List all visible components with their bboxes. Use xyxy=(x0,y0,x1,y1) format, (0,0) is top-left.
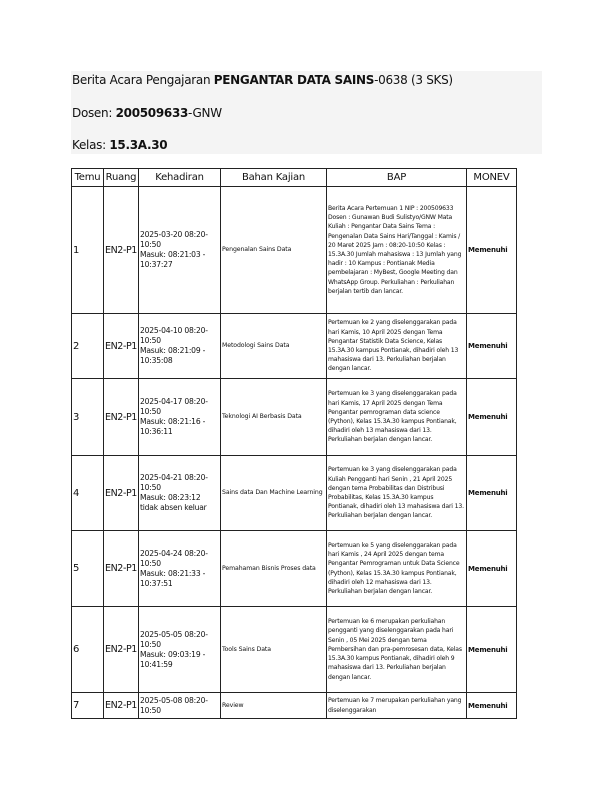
cell-bahan-kajian: Teknologi AI Berbasis Data xyxy=(221,379,327,456)
cell-monev: Memenuhi xyxy=(467,531,517,607)
cell-temu: 5 xyxy=(72,531,104,607)
cell-kehadiran xyxy=(139,693,221,719)
class-label: Kelas: xyxy=(72,138,110,152)
cell-ruang: EN2-P1 xyxy=(104,379,139,456)
schedule-time: 2025-04-10 08:20-10:50 xyxy=(140,326,208,345)
check-in-time: Masuk: 09:03:19 - 10:41:59 xyxy=(140,649,206,669)
table-row xyxy=(72,314,517,379)
cell-bap: Pertemuan ke 2 yang diselenggarakan pada hari Kamis, 10 April 2025 dengan Tema Pengantar Statistik Data Science, Kelas 15.3A.30 kampus Pontianak, dihadiri oleh 13 mahasiswa dari 13. Perkuliahan berjalan dengan lancar. xyxy=(327,314,467,379)
cell-kehadiran xyxy=(139,187,221,314)
check-in-time: Masuk: 08:21:03 - 10:37:27 xyxy=(140,250,206,269)
cell-monev: Memenuhi xyxy=(467,456,517,531)
col-header-monev: MONEV xyxy=(467,169,517,187)
cell-monev: Memenuhi xyxy=(467,314,517,379)
cell-kehadiran xyxy=(139,607,221,693)
schedule-time: 2025-03-20 08:20-10:50 xyxy=(140,230,208,249)
cell-temu: 3 xyxy=(72,379,104,456)
lecturer-code: -GNW xyxy=(188,106,222,120)
cell-ruang: EN2-P1 xyxy=(104,456,139,531)
course-title xyxy=(72,73,453,87)
cell-ruang: EN2-P1 xyxy=(104,187,139,314)
cell-ruang: EN2-P1 xyxy=(104,531,139,607)
col-header-temu: Temu xyxy=(72,169,104,187)
table-row xyxy=(72,531,517,607)
schedule-time: 2025-04-21 08:20-10:50 xyxy=(140,473,208,492)
class-line xyxy=(72,138,167,152)
table-row xyxy=(72,456,517,531)
table-row xyxy=(72,187,517,314)
cell-ruang: EN2-P1 xyxy=(104,314,139,379)
course-title-suffix: -0638 (3 SKS) xyxy=(374,73,453,87)
cell-temu: 7 xyxy=(72,693,104,719)
cell-bahan-kajian: Review xyxy=(221,693,327,719)
schedule-time: 2025-04-24 08:20-10:50 xyxy=(140,548,208,568)
cell-temu: 6 xyxy=(72,607,104,693)
cell-kehadiran xyxy=(139,456,221,531)
cell-bahan-kajian: Pengenalan Sains Data xyxy=(221,187,327,314)
cell-bahan-kajian: Pemahaman Bisnis Proses data xyxy=(221,531,327,607)
cell-monev: Memenuhi xyxy=(467,379,517,456)
cell-bap: Berita Acara Pertemuan 1 NIP : 200509633 Dosen : Gunawan Budi Sulistyo/GNW Mata Kuliah : Pengantar Data Sains Tema : Pengenalan Data Sains Hari/Tanggal : Kamis / 20 Maret 2025 Jam : 08:20-10:50 Kelas : 15.3A.30 Jumlah mahasiswa : 13 Jumlah yang hadir : 10 Kampus : Pontianak Media pembelajaran : MyBest, Google Meeting dan WhatsApp Group. Perkuliahan : Perkuliahan berjalan tertib dan lancar. xyxy=(327,187,467,314)
cell-temu: 2 xyxy=(72,314,104,379)
cell-bahan-kajian: Tools Sains Data xyxy=(221,607,327,693)
lecturer-label: Dosen: xyxy=(72,106,116,120)
col-header-bap: BAP xyxy=(327,169,467,187)
course-title-prefix: Berita Acara Pengajaran xyxy=(72,73,214,87)
cell-bap: Pertemuan ke 3 yang diselenggarakan pada Kuliah Pengganti hari Senin , 21 April 2025 dengan tema Probabilitas dan Distribusi Probabilitas, Kelas 15.3A.30 kampus Pontianak, dihadiri oleh 13 mahasiswa dari 13. Perkuliahan berjalan dengan lancar. xyxy=(327,456,467,531)
lecturer-line xyxy=(72,106,222,120)
cell-kehadiran xyxy=(139,314,221,379)
col-header-ruang: Ruang xyxy=(104,169,139,187)
cell-monev: Memenuhi xyxy=(467,693,517,719)
schedule-time: 2025-04-17 08:20-10:50 xyxy=(140,397,208,416)
col-header-kehadiran: Kehadiran xyxy=(139,169,221,187)
schedule-time: 2025-05-05 08:20-10:50 xyxy=(140,629,208,649)
cell-temu: 4 xyxy=(72,456,104,531)
table-row xyxy=(72,693,517,719)
check-in-time: Masuk: 08:21:09 - 10:35:08 xyxy=(140,346,206,365)
cell-bahan-kajian: Metodologi Sains Data xyxy=(221,314,327,379)
course-name: PENGANTAR DATA SAINS xyxy=(213,73,375,87)
cell-kehadiran xyxy=(139,379,221,456)
cell-bap: Pertemuan ke 6 merupakan perkuliahan pengganti yang diselenggarakan pada hari Senin , 05 Mei 2025 dengan tema Pembersihan dan pra-pemrosesan data, Kelas 15.3A.30 kampus Pontianak, dihadiri oleh 9 mahasiswa dari 13. Perkuliahan berjalan dengan lancar. xyxy=(327,607,467,693)
table-header-row xyxy=(72,169,517,187)
cell-bap: Pertemuan ke 7 merupakan perkuliahan yang diselenggarakan xyxy=(327,693,467,719)
class-value: 15.3A.30 xyxy=(109,138,168,152)
cell-bap: Pertemuan ke 3 yang diselenggarakan pada hari Kamis, 17 April 2025 dengan Tema Pengantar pemrograman data science (Python), Kelas 15.3A.30 kampus Pontianak, dihadiri oleh 13 mahasiswa dari 13. Perkuliahan berjalan dengan lancar. xyxy=(327,379,467,456)
check-in-time: Masuk: 08:23:12 tidak absen keluar xyxy=(140,493,207,512)
schedule-time: 2025-05-08 08:20-10:50 xyxy=(140,695,208,715)
attendance-table xyxy=(71,168,517,719)
cell-bap: Pertemuan ke 5 yang diselenggarakan pada hari Kamis , 24 April 2025 dengan tema Pengantar Pemrograman untuk Data Science (Python), Kelas 15.3A.30 kampus Pontianak, dihadiri oleh 12 mahasiswa dari 13. Perkuliahan berjalan dengan lancar. xyxy=(327,531,467,607)
cell-monev: Memenuhi xyxy=(467,187,517,314)
table-row xyxy=(72,379,517,456)
cell-ruang: EN2-P1 xyxy=(104,607,139,693)
check-in-time: Masuk: 08:21:16 - 10:36:11 xyxy=(140,417,206,436)
table-row xyxy=(72,607,517,693)
cell-monev: Memenuhi xyxy=(467,607,517,693)
cell-temu: 1 xyxy=(72,187,104,314)
col-header-bahan-kajian: Bahan Kajian xyxy=(221,169,327,187)
cell-bahan-kajian: Sains data Dan Machine Learning xyxy=(221,456,327,531)
check-in-time: Masuk: 08:21:33 - 10:37:51 xyxy=(140,568,206,588)
lecturer-id: 200509633 xyxy=(115,106,189,120)
cell-kehadiran xyxy=(139,531,221,607)
cell-ruang: EN2-P1 xyxy=(104,693,139,719)
